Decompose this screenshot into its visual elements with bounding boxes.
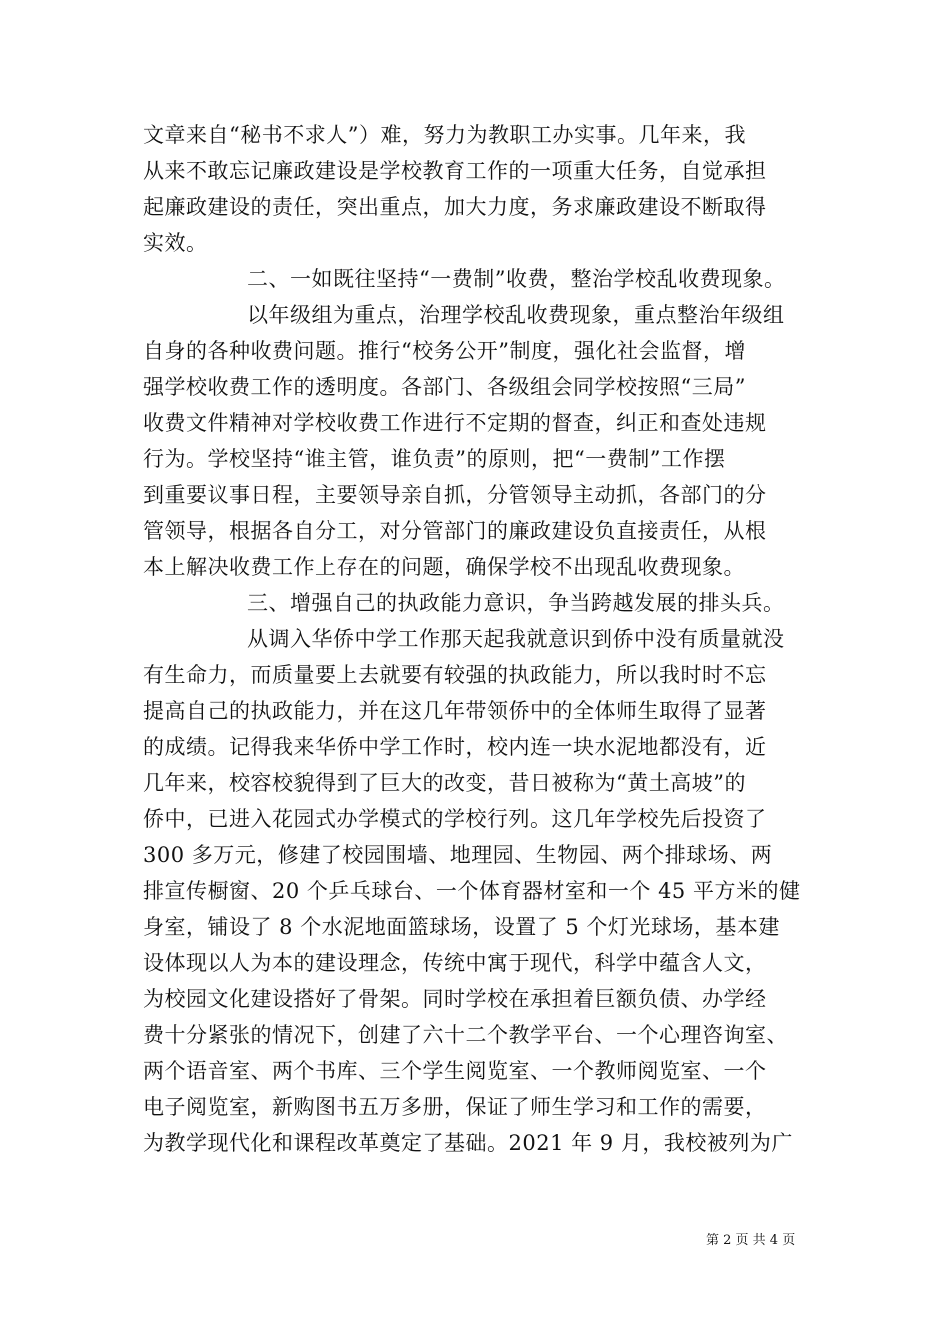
text-line: 以年级组为重点，治理学校乱收费现象，重点整治年级组 — [247, 303, 785, 327]
section-heading-2: 二、一如既往坚持“一费制”收费，整治学校乱收费现象。 — [247, 267, 786, 291]
text-line: 排宣传橱窗、20 个乒乓球台、一个体育器材室和一个 45 平方米的健 — [143, 879, 801, 903]
text-line: 行为。学校坚持“谁主管，谁负责”的原则，把“一费制”工作摆 — [143, 447, 726, 471]
text-line: 自身的各种收费问题。推行“校务公开”制度，强化社会监督，增 — [143, 339, 746, 363]
text-line: 强学校收费工作的透明度。各部门、各级组会同学校按照“三局” — [143, 375, 746, 399]
text-line: 设体现以人为本的建设理念，传统中寓于现代，科学中蕴含人文， — [143, 951, 767, 975]
text-line: 提高自己的执政能力，并在这几年带领侨中的全体师生取得了显著 — [143, 699, 767, 723]
text-line: 电子阅览室，新购图书五万多册，保证了师生学习和工作的需要， — [143, 1095, 767, 1119]
text-line: 有生命力，而质量要上去就要有较强的执政能力，所以我时时不忘 — [143, 663, 767, 687]
text-line: 几年来，校容校貌得到了巨大的改变，昔日被称为“黄土高坡”的 — [143, 771, 746, 795]
text-line: 从调入华侨中学工作那天起我就意识到侨中没有质量就没 — [247, 627, 785, 651]
text-line: 收费文件精神对学校收费工作进行不定期的督查，纠正和查处违规 — [143, 411, 767, 435]
text-line: 到重要议事日程，主要领导亲自抓，分管领导主动抓，各部门的分 — [143, 483, 767, 507]
text-line: 费十分紧张的情况下，创建了六十二个教学平台、一个心理咨询室、 — [143, 1023, 788, 1047]
text-line: 管领导，根据各自分工，对分管部门的廉政建设负直接责任，从根 — [143, 519, 767, 543]
text-line: 起廉政建设的责任，突出重点，加大力度，务求廉政建设不断取得 — [143, 195, 767, 219]
text-line: 的成绩。记得我来华侨中学工作时，校内连一块水泥地都没有，近 — [143, 735, 767, 759]
text-line: 从来不敢忘记廉政建设是学校教育工作的一项重大任务，自觉承担 — [143, 159, 767, 183]
text-line: 为教学现代化和课程改革奠定了基础。2021 年 9 月，我校被列为广 — [143, 1131, 793, 1155]
text-line: 实效。 — [143, 231, 208, 255]
text-line: 本上解决收费工作上存在的问题，确保学校不出现乱收费现象。 — [143, 555, 745, 579]
section-heading-3: 三、增强自己的执政能力意识，争当跨越发展的排头兵。 — [247, 591, 785, 615]
text-line: 两个语音室、两个书库、三个学生阅览室、一个教师阅览室、一个 — [143, 1059, 767, 1083]
text-line: 300 多万元，修建了校园围墙、地理园、生物园、两个排球场、两 — [143, 843, 773, 867]
text-line: 为校园文化建设搭好了骨架。同时学校在承担着巨额负债、办学经 — [143, 987, 767, 1011]
page-number-footer: 第 2 页 共 4 页 — [706, 1233, 796, 1248]
text-line: 文章来自“秘书不求人”）难，努力为教职工办实事。几年来，我 — [143, 123, 746, 147]
text-line: 身室，铺设了 8 个水泥地面篮球场，设置了 5 个灯光球场，基本建 — [143, 915, 780, 939]
text-line: 侨中，已进入花园式办学模式的学校行列。这几年学校先后投资了 — [143, 807, 767, 831]
